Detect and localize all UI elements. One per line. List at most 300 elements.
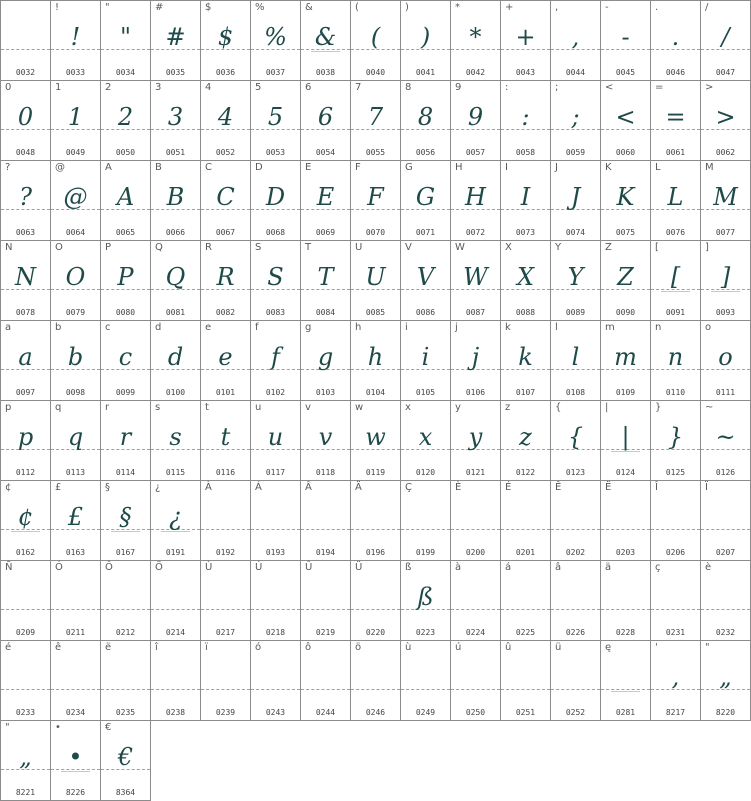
glyph-cell-label: . xyxy=(655,2,659,13)
glyph-sample: % xyxy=(264,23,287,51)
glyph-sample xyxy=(301,577,350,617)
glyph-cell-label: | xyxy=(605,402,609,413)
glyph-sample: j xyxy=(471,343,480,371)
glyph-cell-label: á xyxy=(505,562,512,573)
glyph-cell-label: Ê xyxy=(555,482,562,493)
glyph-cell-label: O xyxy=(55,242,63,253)
glyph-cell xyxy=(300,640,351,721)
glyph-cell xyxy=(150,640,201,721)
glyph-cell-label: 2 xyxy=(105,82,112,93)
glyph-sample xyxy=(1,17,50,57)
glyph-cell xyxy=(400,640,451,721)
glyph-code: 0070 xyxy=(365,228,386,237)
glyph-code: 0113 xyxy=(65,468,86,477)
glyph-cell-label: 7 xyxy=(355,82,362,93)
glyph-cell-label: Ó xyxy=(55,562,63,573)
glyph-sample xyxy=(501,657,550,697)
glyph-sample: O xyxy=(65,263,86,291)
glyph-sample: " xyxy=(119,23,132,51)
glyph-cell-label: ] xyxy=(705,242,709,253)
glyph-sample xyxy=(251,657,300,697)
glyph-cell xyxy=(600,0,651,81)
glyph-sample: @ xyxy=(63,183,88,211)
glyph-code: 0109 xyxy=(615,388,636,397)
glyph-cell-label: ? xyxy=(5,162,11,173)
glyph-sample: ! xyxy=(70,23,81,51)
glyph-cell-label: 4 xyxy=(205,82,212,93)
glyph-cell-label: > xyxy=(705,82,714,93)
glyph-sample xyxy=(201,577,250,617)
glyph-code: 0246 xyxy=(365,708,386,717)
glyph-cell xyxy=(550,560,601,641)
glyph-sample xyxy=(451,577,500,617)
glyph-cell xyxy=(700,400,751,481)
glyph-sample: § xyxy=(119,503,132,531)
glyph-sample: P xyxy=(117,263,134,291)
glyph-cell xyxy=(450,0,501,81)
glyph-cell-label: B xyxy=(155,162,162,173)
glyph-cell xyxy=(450,640,501,721)
glyph-cell-label: M xyxy=(705,162,714,173)
glyph-cell xyxy=(550,480,601,561)
glyph-cell xyxy=(200,560,251,641)
glyph-code: 0225 xyxy=(515,628,536,637)
glyph-sample: b xyxy=(67,343,84,371)
glyph-code: 0079 xyxy=(65,308,86,317)
glyph-code: 0108 xyxy=(565,388,586,397)
glyph-sample xyxy=(201,657,250,697)
glyph-code: 0074 xyxy=(565,228,586,237)
glyph-cell-label: ; xyxy=(555,82,559,93)
glyph-sample: A xyxy=(116,183,135,211)
glyph-sample: T xyxy=(317,263,334,291)
glyph-cell-label: ü xyxy=(555,642,562,653)
glyph-cell xyxy=(700,160,751,241)
glyph-cell-label: Ö xyxy=(155,562,163,573)
glyph-code: 0045 xyxy=(615,68,636,77)
glyph-sample xyxy=(1,657,50,697)
glyph-code: 0244 xyxy=(315,708,336,717)
glyph-sample: 9 xyxy=(467,103,484,131)
glyph-cell-label: È xyxy=(455,482,462,493)
glyph-cell-label: < xyxy=(605,82,614,93)
glyph-sample xyxy=(101,577,150,617)
glyph-code: 0220 xyxy=(365,628,386,637)
glyph-cell xyxy=(450,480,501,561)
glyph-cell xyxy=(200,320,251,401)
glyph-cell-label: ô xyxy=(305,642,312,653)
glyph-cell xyxy=(150,480,201,561)
glyph-cell-label: A xyxy=(105,162,112,173)
glyph-code: 0207 xyxy=(715,548,736,557)
glyph-code: 0106 xyxy=(465,388,486,397)
glyph-code: 0163 xyxy=(65,548,86,557)
glyph-sample: R xyxy=(216,263,235,291)
glyph-sample: e xyxy=(218,343,233,371)
glyph-sample: B xyxy=(166,183,185,211)
glyph-sample: / xyxy=(721,23,730,51)
glyph-code: 0103 xyxy=(315,388,336,397)
glyph-sample xyxy=(551,657,600,697)
glyph-code: 0250 xyxy=(465,708,486,717)
glyph-sample: F xyxy=(367,183,384,211)
glyph-cell-label: S xyxy=(255,242,262,253)
glyph-cell xyxy=(0,160,51,241)
glyph-sample: „ xyxy=(719,663,732,691)
glyph-cell xyxy=(350,80,401,161)
glyph-sample xyxy=(51,577,100,617)
glyph-sample: H xyxy=(465,183,486,211)
glyph-cell-label: % xyxy=(255,2,265,13)
glyph-sample: } xyxy=(667,423,684,451)
glyph-sample: Z xyxy=(617,263,634,291)
glyph-sample: o xyxy=(718,343,733,371)
glyph-cell xyxy=(50,240,101,321)
glyph-code: 0101 xyxy=(215,388,236,397)
glyph-cell-label: y xyxy=(455,402,461,413)
glyph-cell-label: D xyxy=(255,162,263,173)
glyph-cell-label: Ù xyxy=(205,562,213,573)
glyph-cell xyxy=(150,400,201,481)
glyph-cell xyxy=(150,240,201,321)
glyph-cell xyxy=(250,0,301,81)
glyph-code: 0033 xyxy=(65,68,86,77)
glyph-cell xyxy=(0,240,51,321)
glyph-code: 0068 xyxy=(265,228,286,237)
glyph-code: 0055 xyxy=(365,148,386,157)
glyph-code: 0064 xyxy=(65,228,86,237)
glyph-cell xyxy=(0,480,51,561)
glyph-cell xyxy=(450,400,501,481)
glyph-sample: y xyxy=(468,423,483,451)
glyph-cell-label: 1 xyxy=(55,82,62,93)
glyph-sample: L xyxy=(667,183,684,211)
glyph-cell-label: ę xyxy=(605,642,612,653)
glyph-cell xyxy=(500,240,551,321)
glyph-cell xyxy=(650,480,701,561)
glyph-sample xyxy=(151,657,200,697)
glyph-cell-label: Û xyxy=(305,562,313,573)
glyph-sample xyxy=(601,497,650,537)
glyph-cell-label: " xyxy=(705,642,710,653)
glyph-code: 0102 xyxy=(265,388,286,397)
glyph-cell xyxy=(50,0,101,81)
glyph-sample: X xyxy=(516,263,535,291)
glyph-cell xyxy=(500,160,551,241)
glyph-cell xyxy=(250,560,301,641)
glyph-sample xyxy=(201,497,250,537)
glyph-cell-label: F xyxy=(355,162,361,173)
glyph-sample: f xyxy=(271,343,280,371)
glyph-sample: 2 xyxy=(117,103,134,131)
glyph-cell xyxy=(450,80,501,161)
glyph-code: 0046 xyxy=(665,68,686,77)
glyph-cell xyxy=(250,640,301,721)
glyph-cell xyxy=(300,560,351,641)
glyph-code: 0214 xyxy=(165,628,186,637)
glyph-cell xyxy=(700,640,751,721)
glyph-cell xyxy=(700,240,751,321)
glyph-cell xyxy=(650,640,701,721)
glyph-cell-label: Ï xyxy=(705,482,708,493)
glyph-cell-label: V xyxy=(405,242,412,253)
glyph-code: 0202 xyxy=(565,548,586,557)
glyph-code: 0231 xyxy=(665,628,686,637)
glyph-cell xyxy=(650,80,701,161)
glyph-sample xyxy=(251,577,300,617)
glyph-code: 0191 xyxy=(165,548,186,557)
glyph-sample xyxy=(451,497,500,537)
glyph-cell-label: Ë xyxy=(605,482,612,493)
glyph-sample: n xyxy=(667,343,684,371)
glyph-sample: ? xyxy=(19,183,32,211)
glyph-cell-label: Y xyxy=(555,242,562,253)
glyph-cell xyxy=(450,160,501,241)
glyph-cell xyxy=(400,240,451,321)
glyph-cell xyxy=(600,160,651,241)
glyph-code: 0060 xyxy=(615,148,636,157)
glyph-sample: : xyxy=(521,103,530,131)
glyph-cell xyxy=(50,80,101,161)
glyph-cell xyxy=(50,320,101,401)
glyph-sample: G xyxy=(415,183,436,211)
glyph-code: 0086 xyxy=(415,308,436,317)
glyph-code: 0194 xyxy=(315,548,336,557)
glyph-cell xyxy=(250,400,301,481)
glyph-code: 0080 xyxy=(115,308,136,317)
glyph-cell xyxy=(100,560,151,641)
glyph-code: 0054 xyxy=(315,148,336,157)
glyph-cell xyxy=(550,400,601,481)
glyph-cell xyxy=(250,320,301,401)
glyph-sample: , xyxy=(571,23,580,51)
glyph-cell xyxy=(650,320,701,401)
glyph-cell-label: b xyxy=(55,322,62,333)
glyph-code: 0110 xyxy=(665,388,686,397)
glyph-sample: K xyxy=(616,183,635,211)
glyph-code: 0200 xyxy=(465,548,486,557)
glyph-code: 0118 xyxy=(315,468,336,477)
glyph-sample xyxy=(401,657,450,697)
glyph-cell xyxy=(550,0,601,81)
glyph-cell-label: h xyxy=(355,322,362,333)
glyph-cell-label: X xyxy=(505,242,512,253)
glyph-sample xyxy=(551,577,600,617)
glyph-code: 0035 xyxy=(165,68,186,77)
glyph-code: 0067 xyxy=(215,228,236,237)
glyph-sample: z xyxy=(519,423,532,451)
glyph-cell-label: É xyxy=(505,482,512,493)
glyph-code: 8226 xyxy=(65,788,86,797)
glyph-cell xyxy=(400,560,451,641)
glyph-sample: v xyxy=(318,423,333,451)
glyph-cell-label: # xyxy=(155,2,164,13)
glyph-cell-label: J xyxy=(555,162,558,173)
glyph-code: 0091 xyxy=(665,308,686,317)
glyph-cell-label: d xyxy=(155,322,162,333)
glyph-sample: i xyxy=(421,343,430,371)
glyph-cell xyxy=(250,480,301,561)
glyph-cell xyxy=(500,480,551,561)
glyph-code: 0252 xyxy=(565,708,586,717)
glyph-cell-label: 9 xyxy=(455,82,462,93)
glyph-cell xyxy=(150,320,201,401)
glyph-sample: ~ xyxy=(715,423,736,451)
glyph-code: 0063 xyxy=(15,228,36,237)
glyph-cell-label: u xyxy=(255,402,262,413)
glyph-cell xyxy=(700,560,751,641)
glyph-code: 0212 xyxy=(115,628,136,637)
glyph-cell-label: * xyxy=(455,2,460,13)
glyph-cell-label: C xyxy=(205,162,212,173)
glyph-code: 0199 xyxy=(415,548,436,557)
glyph-code: 0217 xyxy=(215,628,236,637)
glyph-code: 0057 xyxy=(465,148,486,157)
glyph-sample xyxy=(601,657,650,697)
glyph-cell xyxy=(0,720,51,801)
glyph-cell xyxy=(600,320,651,401)
glyph-code: 0053 xyxy=(265,148,286,157)
glyph-code: 0058 xyxy=(515,148,536,157)
glyph-code: 0037 xyxy=(265,68,286,77)
glyph-code: 0059 xyxy=(565,148,586,157)
glyph-cell xyxy=(200,640,251,721)
glyph-code: 8217 xyxy=(665,708,686,717)
glyph-code: 0219 xyxy=(315,628,336,637)
glyph-code: 0193 xyxy=(265,548,286,557)
glyph-sample: u xyxy=(267,423,284,451)
glyph-code: 0232 xyxy=(715,628,736,637)
glyph-sample xyxy=(101,657,150,697)
glyph-cell xyxy=(500,640,551,721)
glyph-sample: q xyxy=(67,423,84,451)
glyph-code: 0036 xyxy=(215,68,236,77)
glyph-cell-label: " xyxy=(105,2,110,13)
glyph-cell xyxy=(400,0,451,81)
glyph-cell xyxy=(50,560,101,641)
glyph-cell-label: ú xyxy=(455,642,462,653)
glyph-code: 0209 xyxy=(15,628,36,637)
glyph-cell-label: À xyxy=(205,482,212,493)
glyph-sample: w xyxy=(365,423,386,451)
glyph-sample xyxy=(351,657,400,697)
glyph-cell-label: ¢ xyxy=(5,482,12,493)
glyph-cell-label: Î xyxy=(655,482,658,493)
glyph-sample: ; xyxy=(571,103,580,131)
glyph-cell-label: ê xyxy=(55,642,62,653)
glyph-cell xyxy=(400,80,451,161)
glyph-code: 0107 xyxy=(515,388,536,397)
glyph-cell-label: K xyxy=(605,162,612,173)
glyph-cell xyxy=(200,160,251,241)
glyph-cell-label: ö xyxy=(355,642,362,653)
glyph-sample: ß xyxy=(417,583,434,611)
glyph-sample: g xyxy=(317,343,334,371)
glyph-sample: - xyxy=(621,23,630,51)
glyph-cell xyxy=(200,240,251,321)
glyph-code: 0203 xyxy=(615,548,636,557)
glyph-cell xyxy=(650,560,701,641)
glyph-cell-label: t xyxy=(205,402,209,413)
glyph-cell xyxy=(100,160,151,241)
glyph-sample xyxy=(351,497,400,537)
glyph-cell-label: Ô xyxy=(105,562,113,573)
glyph-cell xyxy=(650,0,701,81)
glyph-cell-label: L xyxy=(655,162,661,173)
glyph-cell xyxy=(100,400,151,481)
glyph-cell xyxy=(400,400,451,481)
glyph-cell xyxy=(350,640,401,721)
glyph-cell xyxy=(400,320,451,401)
glyph-sample: = xyxy=(665,103,686,131)
glyph-code: 0104 xyxy=(365,388,386,397)
glyph-code: 0043 xyxy=(515,68,536,77)
glyph-cell xyxy=(450,320,501,401)
glyph-code: 0038 xyxy=(315,68,336,77)
glyph-sample: N xyxy=(15,263,36,291)
glyph-sample: W xyxy=(463,263,488,291)
glyph-code: 8364 xyxy=(115,788,136,797)
glyph-code: 0077 xyxy=(715,228,736,237)
glyph-code: 0041 xyxy=(415,68,436,77)
glyph-cell xyxy=(350,400,401,481)
glyph-code: 0233 xyxy=(15,708,36,717)
glyph-code: 0078 xyxy=(15,308,36,317)
glyph-sample: J xyxy=(570,183,581,211)
glyph-code: 0090 xyxy=(615,308,636,317)
glyph-code: 0162 xyxy=(15,548,36,557)
glyph-cell-label: Ü xyxy=(355,562,363,573)
glyph-cell xyxy=(150,0,201,81)
glyph-code: 0167 xyxy=(115,548,136,557)
glyph-cell xyxy=(100,0,151,81)
glyph-sample: S xyxy=(267,263,284,291)
glyph-cell-label: ' xyxy=(655,642,658,653)
glyph-code: 0114 xyxy=(115,468,136,477)
glyph-code: 0121 xyxy=(465,468,486,477)
glyph-cell-label: î xyxy=(155,642,158,653)
glyph-sample xyxy=(301,497,350,537)
glyph-cell-label: Ú xyxy=(255,562,263,573)
glyph-cell-label: ó xyxy=(255,642,262,653)
glyph-cell xyxy=(500,80,551,161)
glyph-cell xyxy=(200,400,251,481)
glyph-cell-label: è xyxy=(705,562,712,573)
glyph-code: 0044 xyxy=(565,68,586,77)
glyph-cell-label: v xyxy=(305,402,311,413)
glyph-sample: < xyxy=(615,103,636,131)
glyph-cell-label: Á xyxy=(255,482,262,493)
glyph-code: 0116 xyxy=(215,468,236,477)
glyph-sample: 6 xyxy=(317,103,334,131)
glyph-code: 0032 xyxy=(15,68,36,77)
glyph-sample: d xyxy=(167,343,184,371)
glyph-cell-label: T xyxy=(305,242,312,253)
glyph-sample: ) xyxy=(420,23,431,51)
glyph-cell-label: f xyxy=(255,322,259,333)
glyph-cell xyxy=(0,640,51,721)
glyph-cell-label: E xyxy=(305,162,312,173)
glyph-sample: M xyxy=(713,183,738,211)
glyph-cell-label: s xyxy=(155,402,161,413)
glyph-code: 0105 xyxy=(415,388,436,397)
glyph-cell-label: r xyxy=(105,402,110,413)
glyph-cell xyxy=(200,0,251,81)
glyph-cell xyxy=(350,480,401,561)
glyph-code: 8220 xyxy=(715,708,736,717)
glyph-sample xyxy=(301,657,350,697)
glyph-cell-label: e xyxy=(205,322,212,333)
